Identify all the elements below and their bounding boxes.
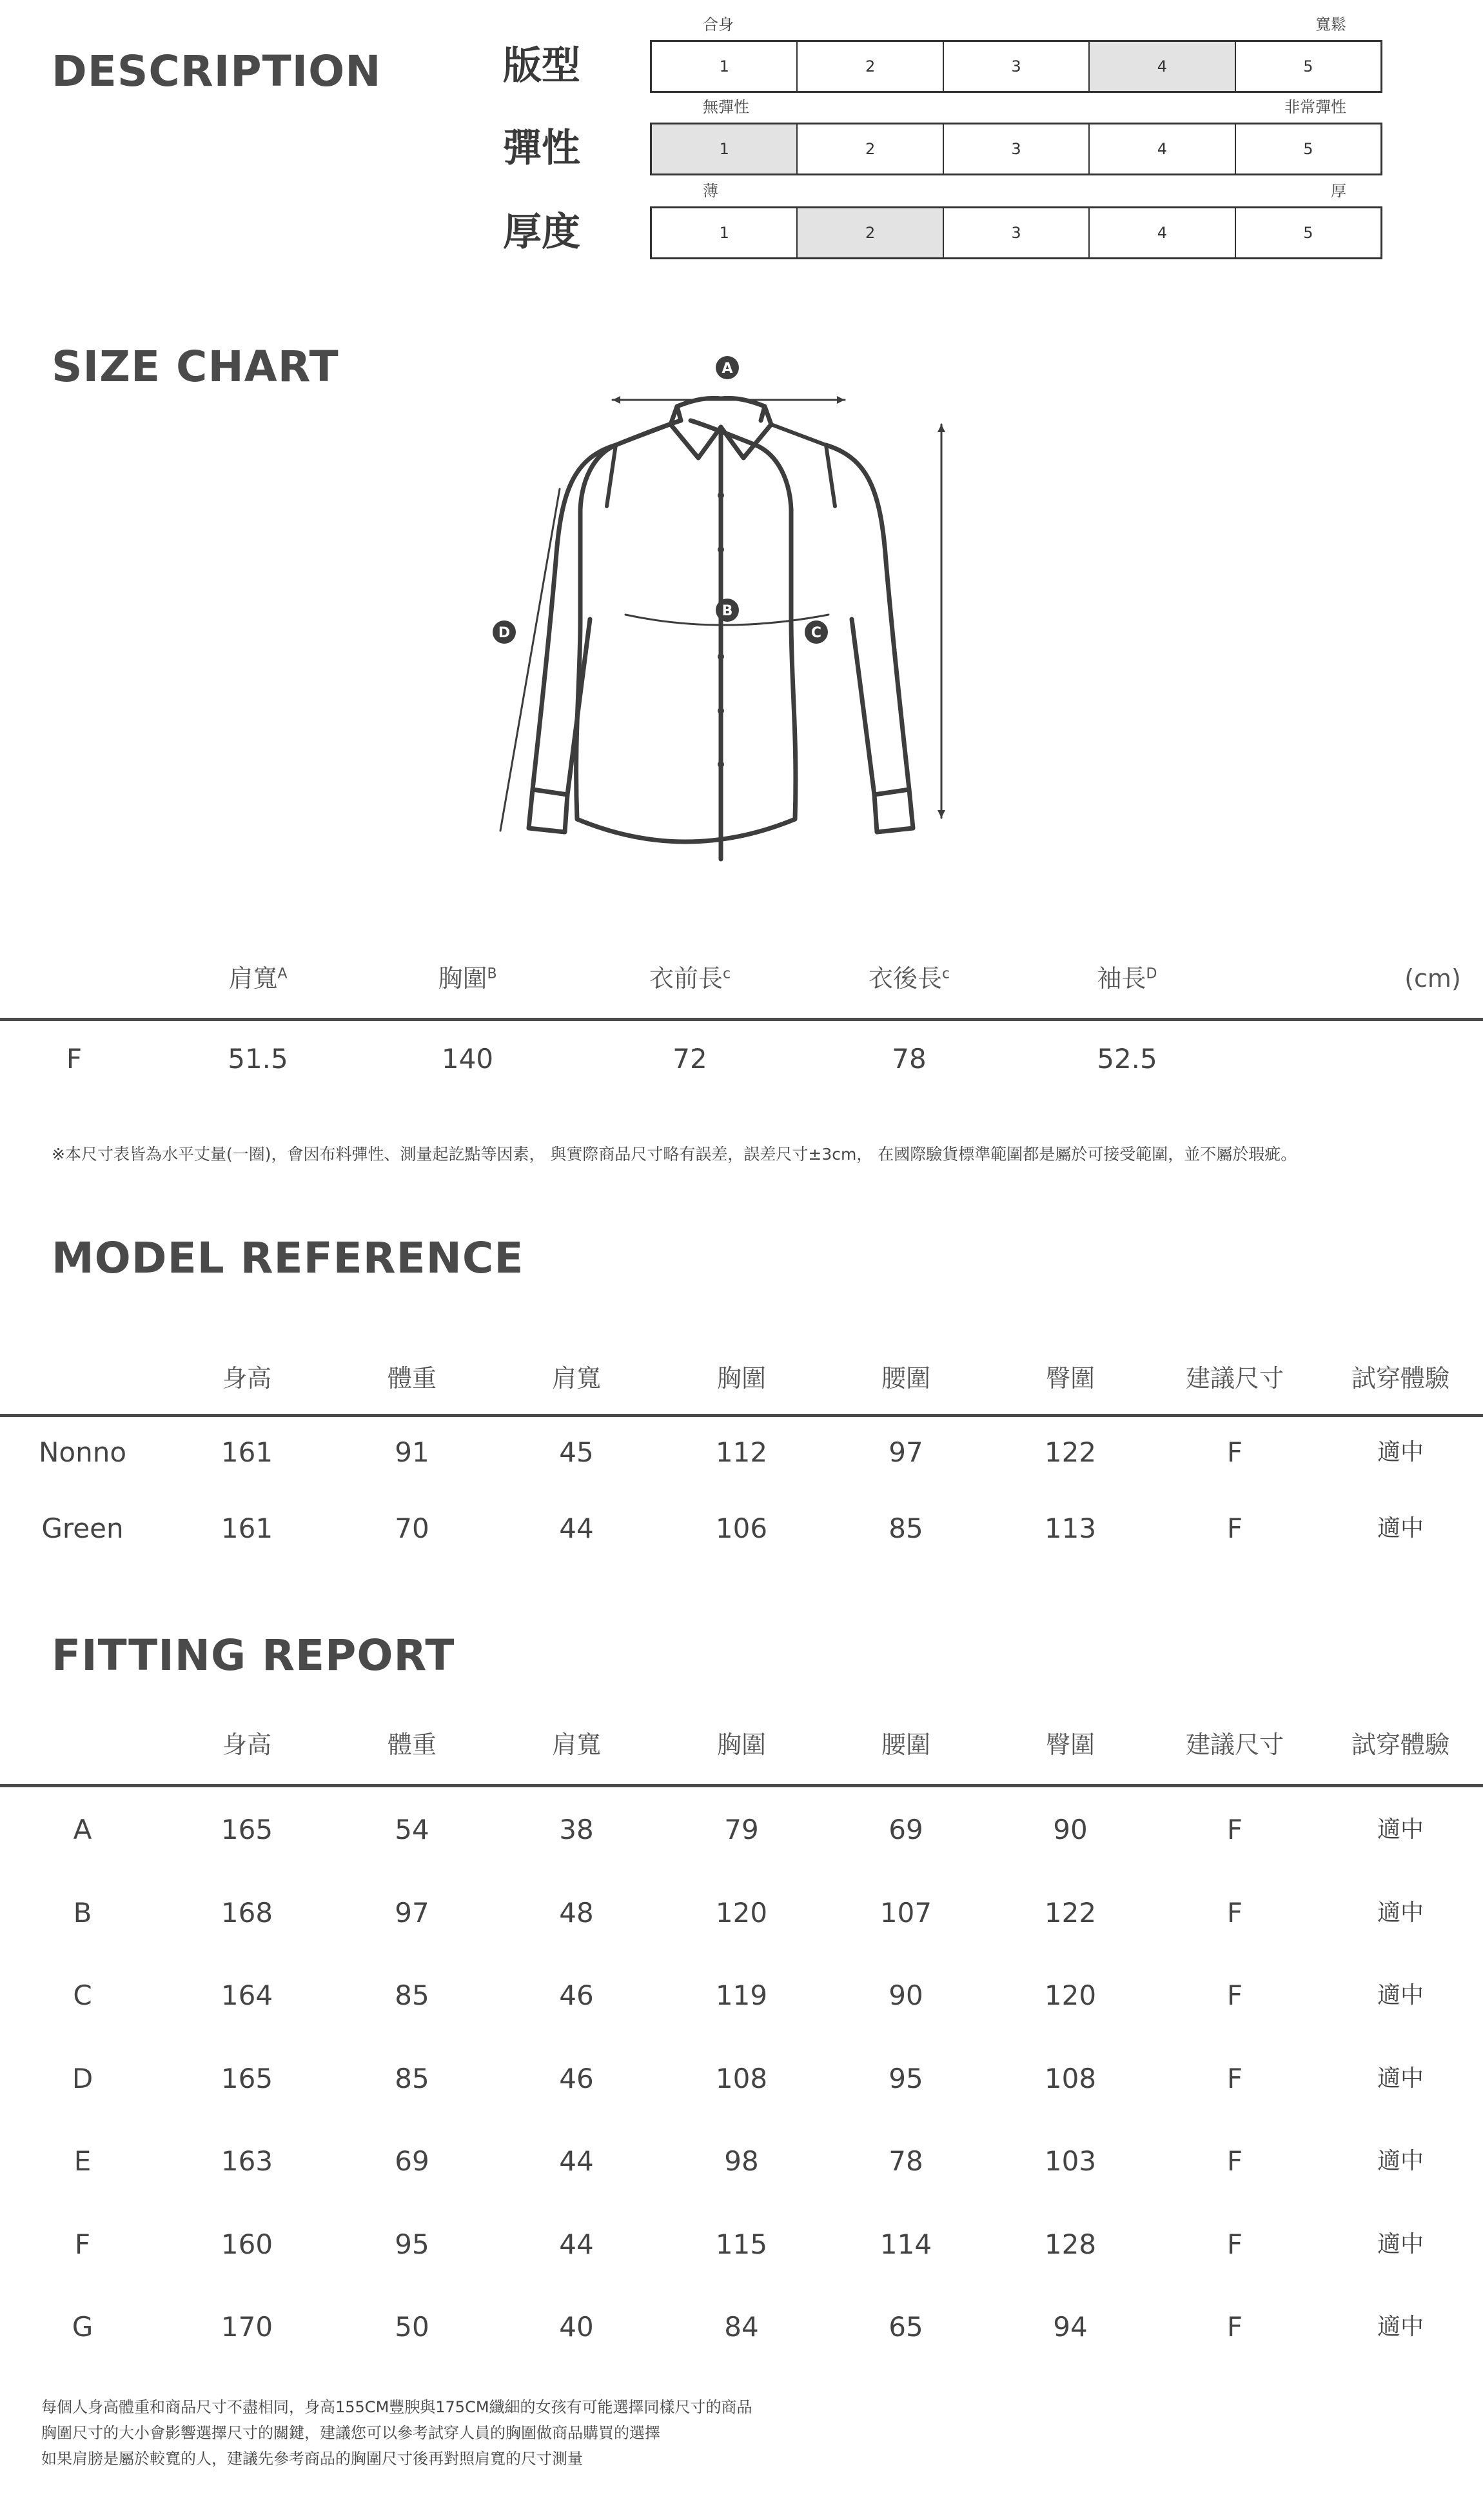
model-header-cell: 臀圍 [1045,1364,1095,1393]
fit-value-cell: 54 [395,1814,429,1845]
scale-left-hint: 合身 [703,15,734,34]
size-chart-title: SIZE CHART [52,342,339,392]
fit-value-cell: 95 [889,2062,923,2094]
fit-value-cell: 適中 [1377,2230,1424,2257]
model-value-cell: 97 [889,1436,923,1468]
fit-value-cell: F [1226,1896,1243,1929]
model-header-cell: 體重 [387,1364,437,1393]
fit-value-cell: 46 [559,2062,594,2094]
fit-value-cell: 128 [1044,2228,1097,2260]
button-dot [718,761,724,768]
model-header-cell: 身高 [222,1364,271,1393]
fit-name-cell: C [73,1979,92,2011]
fit-value-cell: F [1226,1979,1243,2011]
size-value-cell: 78 [892,1043,927,1075]
fit-header-cell: 試穿體驗 [1351,1731,1449,1759]
fit-row [0,2308,1483,2346]
model-value-cell: 91 [395,1436,429,1468]
scale-right-hint: 寬鬆 [1315,15,1346,34]
marker-a-label: A [722,361,733,377]
fit-value-cell: 115 [715,2228,768,2260]
scale-step: 1 [652,208,798,257]
model-header-cell: 肩寬 [551,1364,601,1393]
fit-value-cell: 84 [724,2311,759,2343]
fit-value-cell: 44 [559,2145,594,2177]
size-value-cell: 51.5 [228,1043,288,1075]
fit-value-cell: 170 [221,2311,273,2343]
model-value-cell: 112 [715,1436,768,1468]
model-header-rule [0,1414,1483,1417]
scale-step: 1 [652,124,798,174]
fit-value-cell: 120 [1044,1979,1097,2011]
size-row [0,1040,1483,1078]
scale-right-hint: 厚 [1331,182,1346,200]
size-header-name: 袖長 [1097,964,1146,993]
scale-step: 4 [1090,42,1235,91]
scale-bar-1 [650,123,1382,175]
button-dot [718,492,724,499]
marker-b-label: B [722,603,733,619]
fit-value-cell: 90 [889,1979,923,2011]
model-row [0,1509,1483,1548]
model-value-cell: 122 [1044,1436,1097,1468]
shirt-right-sleeve [826,445,909,795]
fit-row [0,2225,1483,2264]
fit-name-cell: A [73,1814,92,1845]
fit-row [0,1976,1483,2015]
fit-value-cell: 65 [889,2311,923,2343]
fit-header-cell: 身高 [222,1731,271,1759]
fit-value-cell: 108 [1044,2062,1097,2094]
model-value-cell: 44 [559,1513,594,1544]
fit-value-cell: 165 [221,1814,273,1845]
size-header-name: 肩寬 [228,964,278,993]
fit-value-cell: 適中 [1377,1899,1424,1926]
fit-value-cell: 90 [1053,1814,1088,1845]
fit-value-cell: 50 [395,2311,429,2343]
fit-row [0,2142,1483,2181]
fit-value-cell: 85 [395,1979,429,2011]
size-header-cell [619,959,761,998]
model-value-cell: F [1226,1513,1243,1544]
fitting-footnote: 如果肩膀是屬於較寬的人，建議先參考商品的胸圍尺寸後再對照肩寬的尺寸測量 [41,2450,583,2468]
fit-value-cell: 適中 [1377,2065,1424,2092]
model-value-cell: 161 [221,1513,273,1544]
size-header-rule [0,1018,1483,1021]
fit-value-cell: 95 [395,2228,429,2260]
fit-value-cell: 119 [715,1979,768,2011]
marker-c-label: C [810,625,822,641]
fit-name-cell: F [74,2228,91,2260]
model-value-cell: 161 [221,1436,273,1468]
fit-value-cell: 69 [395,2145,429,2177]
model-value-cell: 113 [1044,1513,1097,1544]
fit-value-cell: 97 [395,1896,429,1929]
model-value-cell: 適中 [1377,1515,1424,1542]
fit-row [0,1811,1483,1849]
scale-step: 5 [1303,224,1313,242]
size-header-mark: A [277,966,288,982]
fit-value-cell: 85 [395,2062,429,2094]
scale-label-2: 厚度 [503,210,580,255]
fit-value-cell: F [1226,2311,1243,2343]
fit-value-cell: 38 [559,1814,594,1845]
model-name-cell: Nonno [38,1436,127,1468]
fit-value-cell: 適中 [1377,1982,1424,2009]
model-value-cell: 45 [559,1436,594,1468]
shirt-left-sleeve [533,445,616,795]
fit-name-cell: D [72,2062,93,2094]
fit-header-cell: 建議尺寸 [1185,1731,1284,1759]
fit-value-cell: 69 [889,1814,923,1845]
size-header-name: 胸圍 [438,964,487,993]
size-header-mark: c [722,966,731,982]
fit-value-cell: 164 [221,1979,273,2011]
fit-header-row [0,1725,1483,1764]
fitting-footnote: 胸圍尺寸的大小會影響選擇尺寸的關鍵，建議您可以參考試穿人員的胸圍做商品購買的選擇 [41,2424,660,2442]
fit-header-cell: 肩寬 [551,1731,601,1759]
fit-header-rule [0,1784,1483,1787]
model-name-cell: Green [41,1513,124,1544]
size-chart-note: ※本尺寸表皆為水平丈量(一圈)，會因布料彈性、測量起訖點等因素， 與實際商品尺寸略有誤差，誤差尺寸±3cm， 在國際驗貨標準範圍都是屬於可接受範圍，並不屬於瑕疵。 [52,1145,1297,1164]
fit-value-cell: F [1226,2145,1243,2177]
fit-value-cell: 94 [1053,2311,1088,2343]
model-header-cell: 腰圍 [881,1364,930,1393]
model-value-cell: F [1226,1436,1243,1468]
model-value-cell: 106 [715,1513,768,1544]
model-header-cell: 試穿體驗 [1351,1364,1449,1393]
shirt-diagram [477,348,993,864]
scale-step: 3 [944,42,1090,91]
description-title: DESCRIPTION [52,46,382,96]
fit-value-cell: 適中 [1377,2148,1424,2174]
fit-header-cell: 體重 [387,1731,437,1759]
model-header-row [0,1359,1483,1398]
fit-name-cell: E [74,2145,92,2177]
model-reference-title: MODEL REFERENCE [52,1233,524,1283]
fit-value-cell: F [1226,2062,1243,2094]
fit-name-cell: B [73,1896,92,1929]
sleeve-measure-line [500,489,560,831]
fit-value-cell: 78 [889,2145,923,2177]
fit-header-cell: 腰圍 [881,1731,930,1759]
fit-value-cell: 46 [559,1979,594,2011]
scale-step: 1 [652,42,798,91]
model-row [0,1433,1483,1472]
button-dot [718,653,724,660]
size-header-mark: D [1146,966,1157,982]
model-value-cell: 85 [889,1513,923,1544]
fit-value-cell: 44 [559,2228,594,2260]
size-value-cell: 52.5 [1097,1043,1157,1075]
button-dot [718,546,724,553]
size-header-cell [1056,959,1198,998]
size-header-cell [838,959,980,998]
size-value-cell: 72 [673,1043,707,1075]
fit-value-cell: 168 [221,1896,273,1929]
fit-row [0,2059,1483,2098]
scale-label-0: 版型 [503,43,580,88]
fit-value-cell: 48 [559,1896,594,1929]
fit-value-cell: 108 [715,2062,768,2094]
size-value-cell: 140 [441,1043,494,1075]
scale-step: 3 [944,124,1090,174]
fit-value-cell: 114 [879,2228,932,2260]
model-header-cell: 胸圍 [716,1364,766,1393]
model-value-cell: 適中 [1377,1439,1424,1465]
scale-bar-0 [650,40,1382,93]
scale-right-hint: 非常彈性 [1284,98,1346,116]
scale-left-hint: 無彈性 [703,98,749,116]
scale-step: 4 [1090,124,1235,174]
fitting-footnote: 每個人身高體重和商品尺寸不盡相同，身高155CM豐腴與175CM纖細的女孩有可能選擇同樣尺寸的商品 [41,2398,752,2416]
fit-row [0,1894,1483,1932]
fit-value-cell: F [1226,1814,1243,1845]
fit-value-cell: 79 [724,1814,759,1845]
scale-step: 2 [798,42,943,91]
fitting-report-title: FITTING REPORT [52,1631,455,1680]
fit-value-cell: F [1226,2228,1243,2260]
size-header-mark: B [487,966,497,982]
marker-d-label: D [498,625,511,641]
scale-step: 5 [1303,140,1313,158]
size-name-cell: F [66,1043,83,1075]
fit-value-cell: 122 [1044,1896,1097,1929]
model-header-cell: 建議尺寸 [1185,1364,1284,1393]
fit-value-cell: 40 [559,2311,594,2343]
button-dot [718,708,724,714]
fit-value-cell: 163 [221,2145,273,2177]
fit-value-cell: 98 [724,2145,759,2177]
scale-label-1: 彈性 [503,126,580,171]
size-header-cell [397,959,538,998]
scale-step: 5 [1303,57,1313,75]
fit-name-cell: G [72,2311,93,2343]
fit-value-cell: 165 [221,2062,273,2094]
size-header-mark: c [941,966,950,982]
model-value-cell: 70 [395,1513,429,1544]
size-header-cell [187,959,329,998]
size-header-name: 衣後長 [868,964,942,993]
fit-value-cell: 103 [1044,2145,1097,2177]
fit-value-cell: 120 [715,1896,768,1929]
scale-bar-2 [650,206,1382,259]
fit-value-cell: 適中 [1377,1816,1424,1843]
fit-value-cell: 適中 [1377,2314,1424,2340]
size-header-name: 衣前長 [649,964,723,993]
scale-step: 4 [1090,208,1235,257]
fit-header-cell: 臀圍 [1045,1731,1095,1759]
scale-step: 3 [944,208,1090,257]
fit-header-cell: 胸圍 [716,1731,766,1759]
fit-value-cell: 160 [221,2228,273,2260]
scale-left-hint: 薄 [703,182,718,200]
scale-step: 2 [798,208,943,257]
fit-value-cell: 107 [879,1896,932,1929]
size-unit: (cm) [1404,964,1461,993]
size-header-row [0,959,1483,998]
scale-step: 2 [798,124,943,174]
